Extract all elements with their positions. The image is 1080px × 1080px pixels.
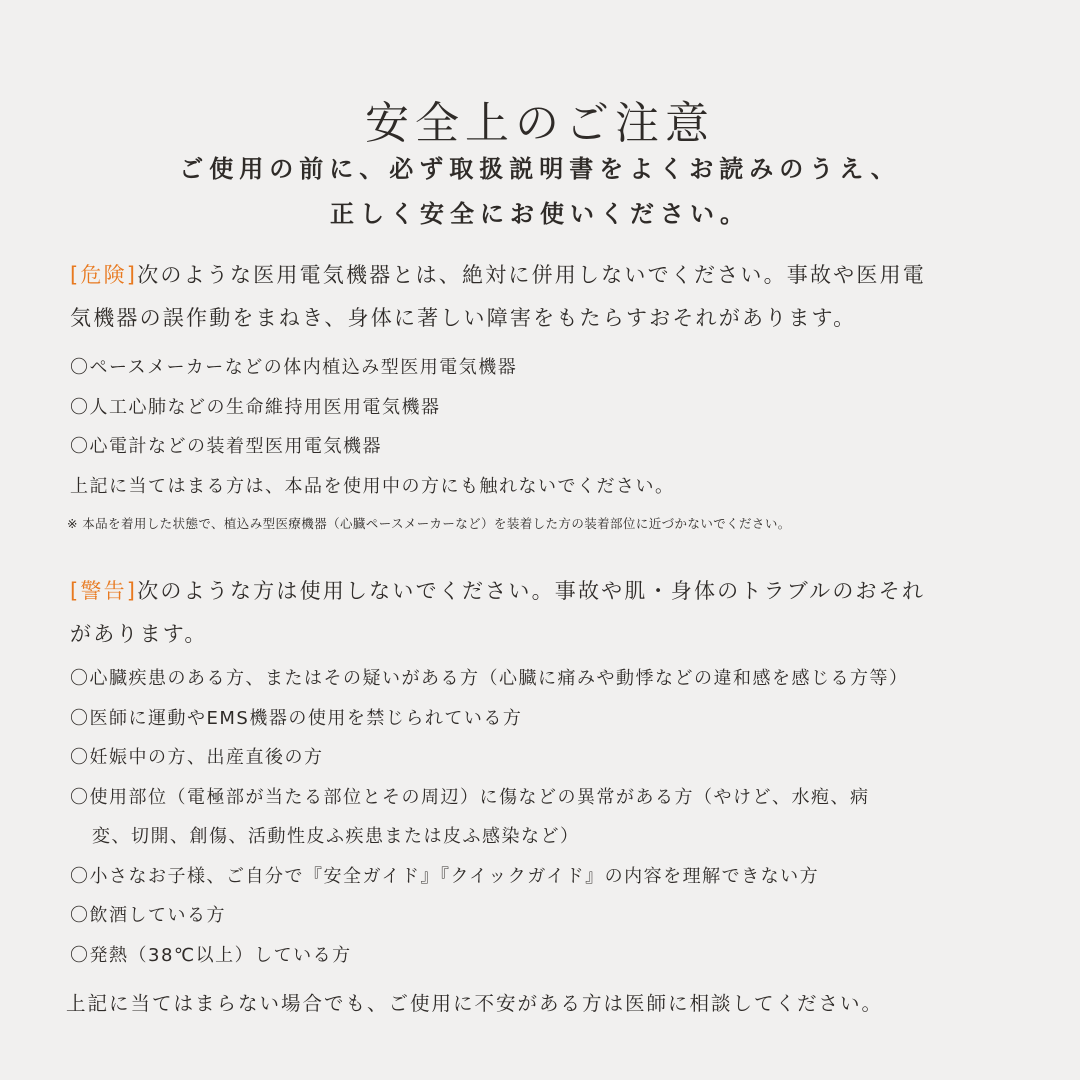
intro-line-2: 正しく安全にお使いください。: [330, 200, 750, 228]
warning-line-2: があります。: [70, 622, 208, 646]
warning-tag: [警告]: [70, 579, 138, 603]
danger-tag: [危険]: [70, 263, 138, 287]
danger-item: 〇人工心肺などの生命維持用医用電気機器: [70, 396, 441, 418]
warning-line-1: [70, 570, 1030, 613]
danger-line-2: 気機器の誤作動をまねき、身体に著しい障害をもたらすおそれがあります。: [70, 306, 857, 330]
warning-paragraph: [70, 570, 1030, 656]
danger-item: 〇心電計などの装着型医用電気機器: [70, 436, 382, 457]
intro-line-1: ご使用の前に、必ず取扱説明書をよくお読みのうえ、: [179, 155, 901, 183]
danger-text-1: 次のような医用電気機器とは、絶対に併用しないでください。事故や医用電: [137, 263, 926, 287]
warning-item: 〇飲酒している方: [70, 905, 226, 926]
warning-item: 〇小さなお子様、ご自分で『安全ガイド』『クイックガイド』の内容を理解できない方: [70, 865, 820, 887]
danger-paragraph: [70, 254, 1030, 340]
danger-item: 〇ペースメーカーなどの体内植込み型医用電気機器: [70, 357, 518, 378]
warning-item: 〇使用部位（電極部が当たる部位とその周辺）に傷などの異常がある方（やけど、水疱、病: [70, 786, 870, 808]
intro-text: [0, 147, 1080, 237]
warning-item: 〇医師に運動やEMS機器の使用を禁じられている方: [70, 707, 523, 729]
danger-line-1: [70, 254, 1030, 297]
warning-text-1: 次のような方は使用しないでください。事故や肌・身体のトラブルのおそれ: [137, 579, 926, 603]
danger-closing: 上記に当てはまる方は、本品を使用中の方にも触れないでください。: [70, 475, 675, 497]
warning-item: 〇心臓疾患のある方、またはその疑いがある方（心臓に痛みや動悸などの違和感を感じる方等）: [70, 668, 909, 689]
footer-text: 上記に当てはまらない場合でも、ご使用に不安がある方は医師に相談してください。: [66, 992, 884, 1015]
warning-item: 〇発熱（38℃以上）している方: [70, 944, 352, 966]
danger-list: [70, 348, 1030, 506]
warning-list: [70, 659, 1030, 975]
danger-note: ※ 本品を着用した状態で、植込み型医療機器（心臓ペースメーカーなど）を装着した方の装着部位に近づかないでください。: [67, 516, 791, 531]
warning-item: 〇妊娠中の方、出産直後の方: [70, 747, 324, 768]
warning-item-continued: 変、切開、創傷、活動性皮ふ疾患または皮ふ感染など）: [92, 826, 580, 847]
page-title: 安全上のご注意: [365, 98, 715, 150]
